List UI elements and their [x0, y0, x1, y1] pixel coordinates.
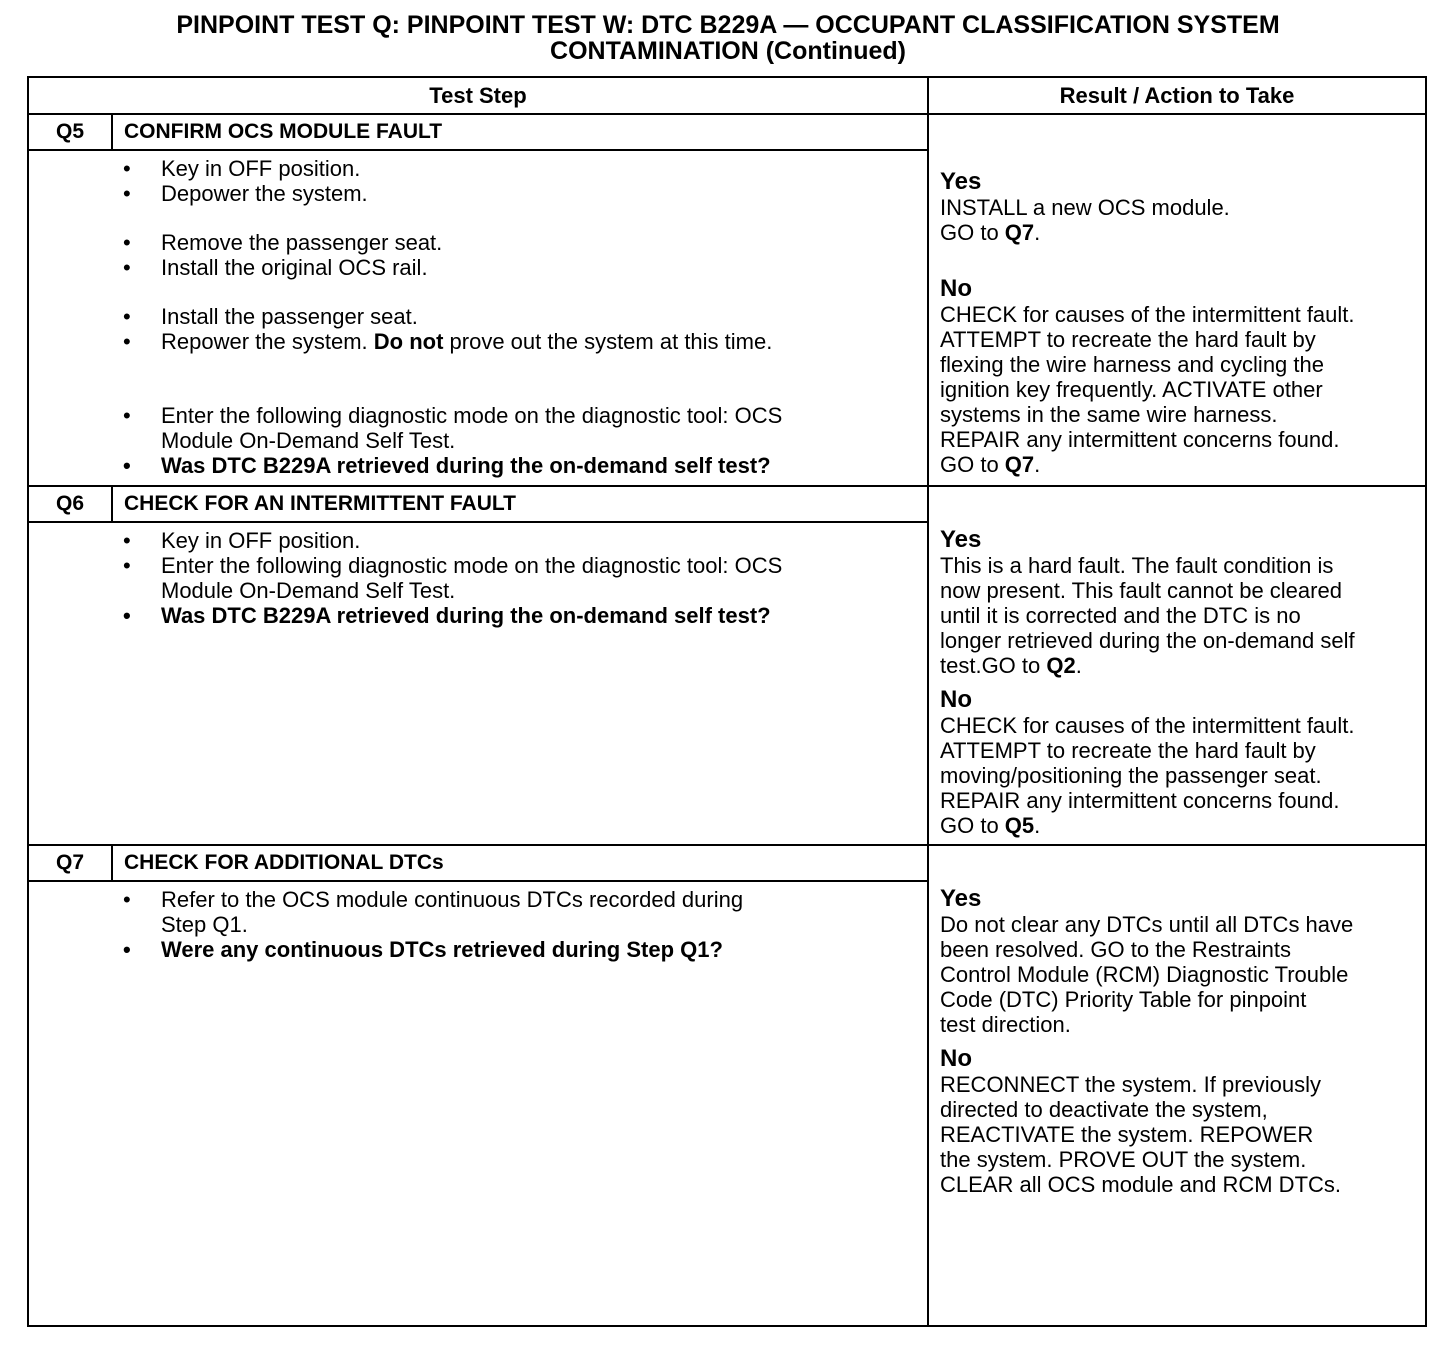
bullet-icon: • [123, 181, 131, 206]
bullet-icon: • [123, 553, 131, 578]
list-item: • Were any continuous DTCs retrieved during Step Q1? [123, 937, 723, 962]
step-id: Q6 [55, 492, 84, 515]
no-label: No [940, 1045, 972, 1072]
bullet-icon: • [123, 453, 131, 478]
step-instructions [120, 156, 920, 478]
list-item: • Was DTC B229A retrieved during the on-demand self test? [123, 453, 771, 478]
title-line-2: CONTAMINATION (Continued) [550, 37, 906, 65]
bullet-icon: • [123, 156, 131, 181]
list-item: • Repower the system. Do not prove out the system at this time. [123, 329, 773, 354]
column-divider [927, 78, 929, 1325]
result-cell: Yes Do not clear any DTCs until all DTCs have been resolved. GO to the Restraints Control Module (RCM) Diagnostic Trouble Code (DTC) Priority Table for pinpoint test direction. No RECONNECT the system. If previously directed to deactivate the system, REACTIVATE the system. REPOWER the system. PROVE OUT the system. CLEAR all OCS module and RCM DTCs. [940, 885, 1425, 1197]
step-title-divider [29, 880, 927, 882]
step-title-divider [29, 521, 927, 523]
bullet-icon: • [123, 230, 131, 255]
page-title [0, 12, 1456, 64]
list-item: • Enter the following diagnostic mode on the diagnostic tool: OCS Module On-Demand Self Test. [123, 403, 783, 453]
bullet-icon: • [123, 255, 131, 280]
goto-link[interactable]: Q2 [1046, 653, 1076, 678]
list-item: • Remove the passenger seat. [123, 230, 443, 255]
goto-link[interactable]: Q7 [1004, 220, 1035, 245]
list-item: • Enter the following diagnostic mode on the diagnostic tool: OCS Module On-Demand Self Test. [123, 553, 783, 603]
step-id-divider [111, 846, 113, 880]
step-id: Q5 [55, 120, 84, 143]
emphasis-text: Do not [373, 329, 444, 354]
list-item: • Refer to the OCS module continuous DTCs recorded during Step Q1. [123, 887, 744, 937]
no-label: No [940, 275, 972, 302]
result-cell: Yes This is a hard fault. The fault condition is now present. This fault cannot be cleared until it is corrected and the DTC is no longer retrieved during the on-demand self test.GO to Q2. No CHECK for causes of the intermittent fault. ATTEMPT to recreate the hard fault by moving/positioning the passenger seat. REPAIR any intermittent concerns found. GO to Q5. [940, 526, 1425, 838]
list-item: • Install the passenger seat. [123, 304, 418, 329]
step-id: Q7 [55, 851, 84, 874]
list-item: • Key in OFF position. [123, 528, 361, 553]
yes-label: Yes [940, 885, 982, 912]
list-item: • Install the original OCS rail. [123, 255, 428, 280]
result-cell: Yes INSTALL a new OCS module. GO to Q7. No CHECK for causes of the intermittent fault. ATTEMPT to recreate the hard fault by flexing the wire harness and cycling the ignition key frequently. ACTIVATE other systems in the same wire harness. REPAIR any intermittent concerns found. GO to Q7. [940, 168, 1425, 477]
list-item: • Depower the system. [123, 181, 368, 206]
no-label: No [940, 686, 972, 713]
pinpoint-test-table [27, 76, 1427, 1327]
step-title: CHECK FOR AN INTERMITTENT FAULT [124, 492, 516, 515]
header-test-step: Test Step [429, 83, 527, 108]
bullet-icon: • [123, 887, 131, 912]
goto-link[interactable]: Q7 [1004, 452, 1035, 477]
bullet-icon: • [123, 937, 131, 962]
bullet-icon: • [123, 329, 131, 354]
step-id-divider [111, 115, 113, 149]
yes-label: Yes [940, 526, 982, 553]
list-item: • Was DTC B229A retrieved during the on-demand self test? [123, 603, 771, 628]
step-title: CHECK FOR ADDITIONAL DTCs [124, 851, 444, 874]
step-instructions [120, 887, 920, 962]
list-item: • Key in OFF position. [123, 156, 361, 181]
bullet-icon: • [123, 304, 131, 329]
header-result: Result / Action to Take [1059, 83, 1295, 108]
step-title: CONFIRM OCS MODULE FAULT [124, 120, 443, 143]
bullet-icon: • [123, 603, 131, 628]
bullet-icon: • [123, 528, 131, 553]
title-line-1: PINPOINT TEST Q: PINPOINT TEST W: DTC B229A — OCCUPANT CLASSIFICATION SYSTEM [176, 11, 1280, 39]
goto-link[interactable]: Q5 [1004, 813, 1035, 838]
step-instructions [120, 528, 920, 628]
step-title-divider [29, 149, 927, 151]
yes-label: Yes [940, 168, 982, 195]
bullet-icon: • [123, 403, 131, 428]
step-id-divider [111, 487, 113, 521]
